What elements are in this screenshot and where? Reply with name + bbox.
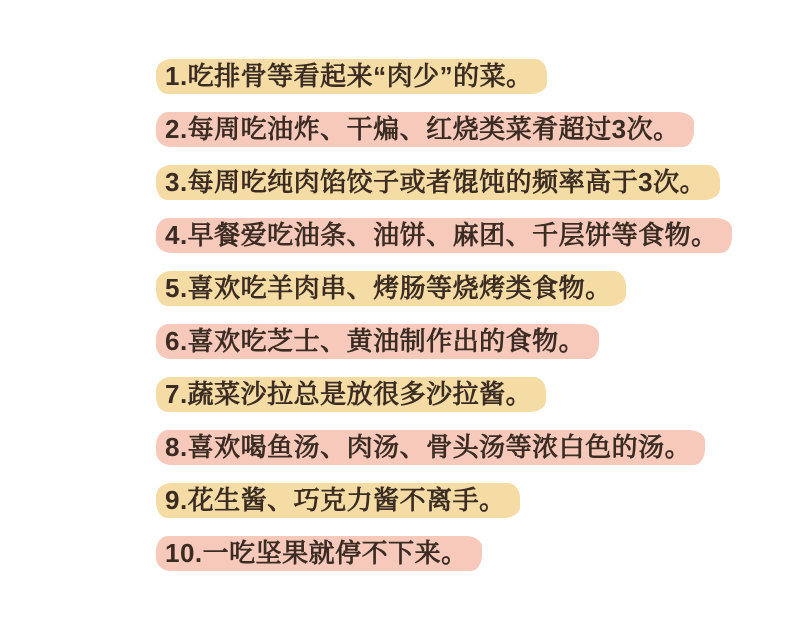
- list-row: [156, 218, 732, 253]
- list-item-text: 9.花生酱、巧克力酱不离手。: [156, 483, 520, 518]
- list-row: [156, 165, 732, 200]
- list-row: [156, 483, 732, 518]
- list-item-text: 7.蔬菜沙拉总是放很多沙拉酱。: [156, 377, 546, 412]
- list-row: [156, 324, 732, 359]
- list-row: [156, 112, 732, 147]
- list-row: [156, 59, 732, 94]
- list-item-text: 3.每周吃纯肉馅饺子或者馄饨的频率高于3次。: [156, 165, 720, 200]
- list-item-text: 10.一吃坚果就停不下来。: [156, 536, 482, 571]
- list-item-text: 8.喜欢喝鱼汤、肉汤、骨头汤等浓白色的汤。: [156, 430, 705, 465]
- list-item-text: 5.喜欢吃羊肉串、烤肠等烧烤类食物。: [156, 271, 626, 306]
- list-row: [156, 271, 732, 306]
- list-item-text: 1.吃排骨等看起来“肉少”的菜。: [156, 59, 547, 94]
- list-row: [156, 536, 732, 571]
- list-row: [156, 377, 732, 412]
- list-item-text: 4.早餐爱吃油条、油饼、麻团、千层饼等食物。: [156, 218, 732, 253]
- checklist: [156, 59, 732, 589]
- list-item-text: 6.喜欢吃芝士、黄油制作出的食物。: [156, 324, 599, 359]
- list-row: [156, 430, 732, 465]
- list-item-text: 2.每周吃油炸、干煸、红烧类菜肴超过3次。: [156, 112, 694, 147]
